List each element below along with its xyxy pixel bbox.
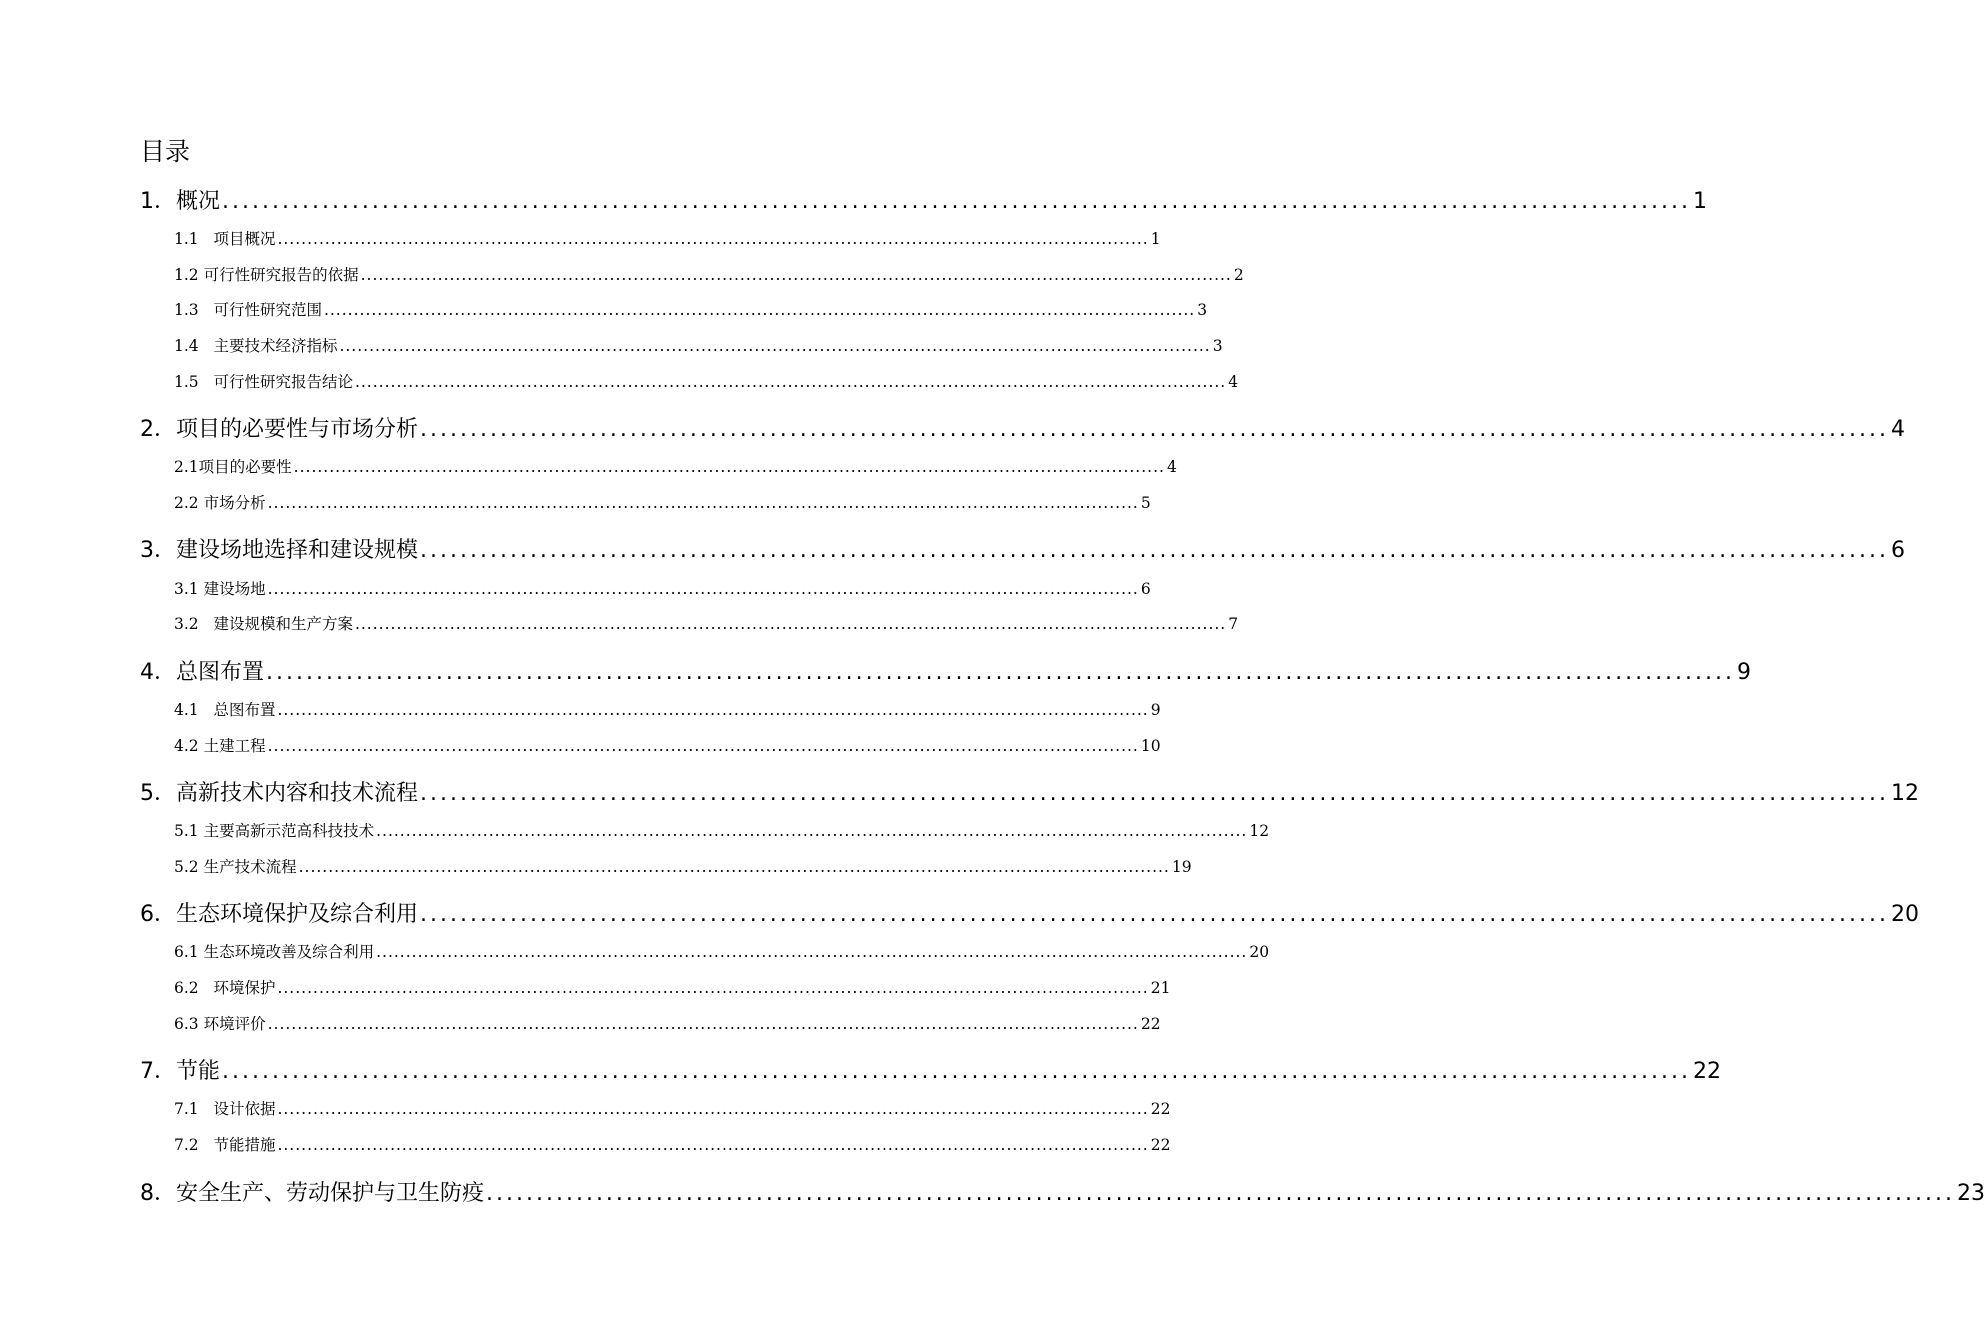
entry-page: 1 xyxy=(1150,230,1161,248)
entry-label: 总图布置 xyxy=(176,660,265,685)
entry-page: 12 xyxy=(1249,822,1270,840)
entry-page: 5 xyxy=(1140,494,1151,512)
dot-leader: ................................................................................................................................................... xyxy=(277,1136,1149,1154)
dot-leader: ................................................................................................................................................... xyxy=(293,458,1165,476)
entry-number: 4． xyxy=(140,660,176,685)
entry-number: 2.1 xyxy=(174,458,199,476)
entry-label: 主要技术经济指标 xyxy=(213,337,338,355)
toc-entry-chapter[interactable] xyxy=(140,656,1752,690)
dot-leader: ................................................................................................................................................... xyxy=(323,301,1196,319)
entry-number: 5． xyxy=(140,781,176,806)
dot-leader: ................................................................................................................................................... xyxy=(222,1059,1692,1084)
entry-label: 可行性研究范围 xyxy=(213,301,322,319)
dot-leader: ................................................................................................................................................... xyxy=(360,266,1232,284)
entry-number: 8． xyxy=(140,1181,176,1206)
dot-leader: ................................................................................................................................................... xyxy=(420,417,1890,442)
entry-label: 项目概况 xyxy=(213,230,276,248)
entry-page: 3 xyxy=(1212,337,1223,355)
entry-label: 概况 xyxy=(176,189,221,214)
dot-leader: ................................................................................................................................................... xyxy=(486,1181,1956,1206)
dot-leader: ................................................................................................................................................... xyxy=(267,1015,1139,1033)
entry-number: 2.2 xyxy=(174,494,204,512)
entry-number: 3． xyxy=(140,538,176,563)
toc-entry-section[interactable] xyxy=(174,369,1239,395)
dot-leader: ................................................................................................................................................... xyxy=(420,902,1890,927)
dot-leader: ................................................................................................................................................... xyxy=(267,737,1139,755)
entry-page: 21 xyxy=(1150,979,1171,997)
entry-number: 1． xyxy=(140,189,176,214)
entry-page: 4 xyxy=(1228,373,1239,391)
toc-entry-section[interactable] xyxy=(174,854,1192,880)
entry-number: 7． xyxy=(140,1059,176,1084)
entry-number: 3.1 xyxy=(174,580,204,598)
entry-page: 1 xyxy=(1693,189,1708,214)
toc-entry-chapter[interactable] xyxy=(140,898,1920,932)
toc-entry-section[interactable] xyxy=(174,818,1270,844)
entry-number: 4.1 xyxy=(174,701,214,719)
dot-leader: ................................................................................................................................................... xyxy=(376,822,1248,840)
entry-page: 6 xyxy=(1891,538,1906,563)
dot-leader: ................................................................................................................................................... xyxy=(277,701,1149,719)
entry-page: 20 xyxy=(1891,902,1920,927)
entry-number: 1.5 xyxy=(174,373,214,391)
toc-entry-section[interactable] xyxy=(174,1132,1171,1158)
entry-page: 9 xyxy=(1737,660,1752,685)
entry-number: 7.1 xyxy=(174,1100,214,1118)
entry-number: 2． xyxy=(140,417,176,442)
entry-label: 建设场地选择和建设规模 xyxy=(176,538,419,563)
entry-label: 可行性研究报告结论 xyxy=(213,373,353,391)
toc-entry-section[interactable] xyxy=(174,611,1239,637)
entry-page: 22 xyxy=(1150,1100,1171,1118)
dot-leader: ................................................................................................................................................... xyxy=(222,189,1692,214)
entry-page: 6 xyxy=(1140,580,1151,598)
toc-entry-chapter[interactable] xyxy=(140,413,1906,447)
entry-page: 3 xyxy=(1197,301,1208,319)
dot-leader: ................................................................................................................................................... xyxy=(354,615,1227,633)
toc-entry-section[interactable] xyxy=(174,262,1244,288)
entry-page: 23 xyxy=(1957,1181,1985,1206)
entry-label: 建设规模和生产方案 xyxy=(213,615,353,633)
entry-number: 7.2 xyxy=(174,1136,214,1154)
entry-label: 环境评价 xyxy=(203,1015,266,1033)
toc-entry-chapter[interactable] xyxy=(140,1055,1722,1089)
toc-entry-section[interactable] xyxy=(174,226,1161,252)
toc-entry-section[interactable] xyxy=(174,576,1151,602)
entry-page: 20 xyxy=(1249,943,1270,961)
toc-entry-chapter[interactable] xyxy=(140,777,1920,811)
toc-entry-chapter[interactable] xyxy=(140,534,1906,568)
toc-entry-section[interactable] xyxy=(174,733,1161,759)
entry-label: 生态环境改善及综合利用 xyxy=(203,943,375,961)
toc-entry-chapter[interactable] xyxy=(140,1177,1985,1211)
entry-label: 高新技术内容和技术流程 xyxy=(176,781,419,806)
toc-title: 目录 xyxy=(140,137,191,166)
entry-page: 22 xyxy=(1150,1136,1171,1154)
toc-entry-chapter[interactable] xyxy=(140,185,1708,219)
entry-label: 项目的必要性与市场分析 xyxy=(176,417,419,442)
entry-label: 安全生产、劳动保护与卫生防疫 xyxy=(176,1181,485,1206)
entry-number: 1.4 xyxy=(174,337,214,355)
entry-page: 22 xyxy=(1140,1015,1161,1033)
entry-label: 生态环境保护及综合利用 xyxy=(176,902,419,927)
dot-leader: ................................................................................................................................................... xyxy=(277,979,1149,997)
toc-entry-section[interactable] xyxy=(174,975,1171,1001)
toc-entry-section[interactable] xyxy=(174,1096,1171,1122)
dot-leader: ................................................................................................................................................... xyxy=(339,337,1211,355)
dot-leader: ................................................................................................................................................... xyxy=(267,580,1139,598)
entry-number: 1.3 xyxy=(174,301,214,319)
toc-entry-section[interactable] xyxy=(174,1011,1161,1037)
entry-number: 1.1 xyxy=(174,230,214,248)
entry-number: 6.2 xyxy=(174,979,214,997)
dot-leader: ................................................................................................................................................... xyxy=(354,373,1227,391)
entry-label: 设计依据 xyxy=(213,1100,276,1118)
entry-label: 节能措施 xyxy=(213,1136,276,1154)
entry-page: 19 xyxy=(1171,858,1192,876)
entry-label: 环境保护 xyxy=(213,979,276,997)
entry-page: 9 xyxy=(1150,701,1161,719)
dot-leader: ................................................................................................................................................... xyxy=(420,781,1890,806)
toc-entry-section[interactable] xyxy=(174,490,1151,516)
entry-number: 1.2 xyxy=(174,266,204,284)
entry-page: 2 xyxy=(1233,266,1244,284)
entry-number: 6.1 xyxy=(174,943,204,961)
entry-label: 建设场地 xyxy=(203,580,266,598)
dot-leader: ................................................................................................................................................... xyxy=(277,1100,1149,1118)
entry-label: 项目的必要性 xyxy=(198,458,292,476)
dot-leader: ................................................................................................................................................... xyxy=(420,538,1890,563)
entry-number: 4.2 xyxy=(174,737,204,755)
entry-label: 可行性研究报告的依据 xyxy=(203,266,359,284)
dot-leader: ................................................................................................................................................... xyxy=(298,858,1170,876)
entry-label: 节能 xyxy=(176,1059,221,1084)
toc-entry-section[interactable] xyxy=(174,297,1208,323)
entry-number: 6． xyxy=(140,902,176,927)
toc-entry-section[interactable] xyxy=(174,333,1223,359)
dot-leader: ................................................................................................................................................... xyxy=(376,943,1248,961)
dot-leader: ................................................................................................................................................... xyxy=(267,494,1139,512)
entry-label: 主要高新示范高科技技术 xyxy=(203,822,375,840)
toc-entry-section[interactable] xyxy=(174,454,1177,480)
entry-page: 22 xyxy=(1693,1059,1722,1084)
entry-number: 6.3 xyxy=(174,1015,204,1033)
entry-page: 4 xyxy=(1166,458,1177,476)
entry-label: 总图布置 xyxy=(213,701,276,719)
dot-leader: ................................................................................................................................................... xyxy=(277,230,1149,248)
toc-entry-section[interactable] xyxy=(174,697,1161,723)
dot-leader: ................................................................................................................................................... xyxy=(266,660,1736,685)
entry-number: 3.2 xyxy=(174,615,214,633)
entry-page: 10 xyxy=(1140,737,1161,755)
entry-number: 5.2 xyxy=(174,858,204,876)
entry-page: 4 xyxy=(1891,417,1906,442)
entry-label: 土建工程 xyxy=(203,737,266,755)
entry-page: 7 xyxy=(1228,615,1239,633)
entry-label: 市场分析 xyxy=(203,494,266,512)
entry-page: 12 xyxy=(1891,781,1920,806)
toc-entry-section[interactable] xyxy=(174,939,1270,965)
entry-label: 生产技术流程 xyxy=(203,858,297,876)
entry-number: 5.1 xyxy=(174,822,204,840)
